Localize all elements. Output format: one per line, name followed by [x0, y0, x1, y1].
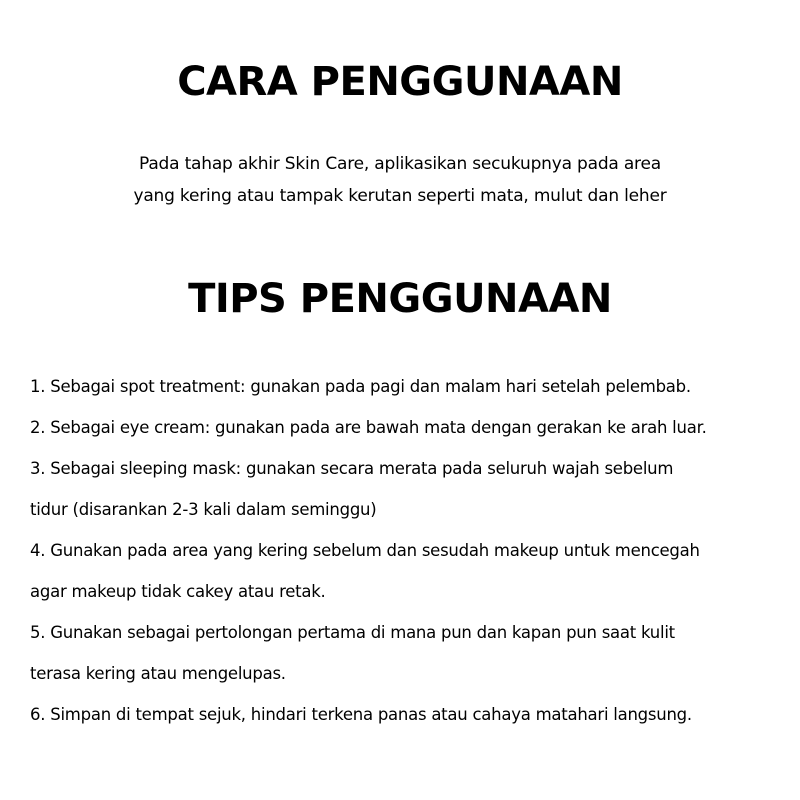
tip-3-line-2: tidur (disarankan 2-3 kali dalam seminggu) [30, 500, 377, 519]
cara-penggunaan-description [0, 148, 800, 212]
tip-item-1 [30, 366, 790, 407]
tip-6-line-1: 6. Simpan di tempat sejuk, hindari terkena panas atau cahaya matahari langsung. [30, 705, 692, 724]
tip-item-3 [30, 448, 790, 530]
tip-4-line-2: agar makeup tidak cakey atau retak. [30, 582, 326, 601]
tips-penggunaan-title: TIPS PENGGUNAAN [188, 276, 612, 322]
tip-2-line-1: 2. Sebagai eye cream: gunakan pada are bawah mata dengan gerakan ke arah luar. [30, 418, 707, 437]
tip-item-5 [30, 612, 790, 694]
tip-3-line-1: 3. Sebagai sleeping mask: gunakan secara merata pada seluruh wajah sebelum [30, 459, 674, 478]
tips-list [30, 366, 790, 735]
description-line-1: Pada tahap akhir Skin Care, aplikasikan secukupnya pada area [139, 154, 661, 174]
tip-1-line-1: 1. Sebagai spot treatment: gunakan pada pagi dan malam hari setelah pelembab. [30, 377, 691, 396]
description-line-2: yang kering atau tampak kerutan seperti mata, mulut dan leher [133, 186, 667, 206]
tip-item-4 [30, 530, 790, 612]
tip-5-line-2: terasa kering atau mengelupas. [30, 664, 286, 683]
cara-penggunaan-title: CARA PENGGUNAAN [177, 59, 623, 105]
tip-4-line-1: 4. Gunakan pada area yang kering sebelum dan sesudah makeup untuk mencegah [30, 541, 700, 560]
tip-5-line-1: 5. Gunakan sebagai pertolongan pertama di mana pun dan kapan pun saat kulit [30, 623, 675, 642]
tip-item-6 [30, 694, 790, 735]
tip-item-2 [30, 407, 790, 448]
